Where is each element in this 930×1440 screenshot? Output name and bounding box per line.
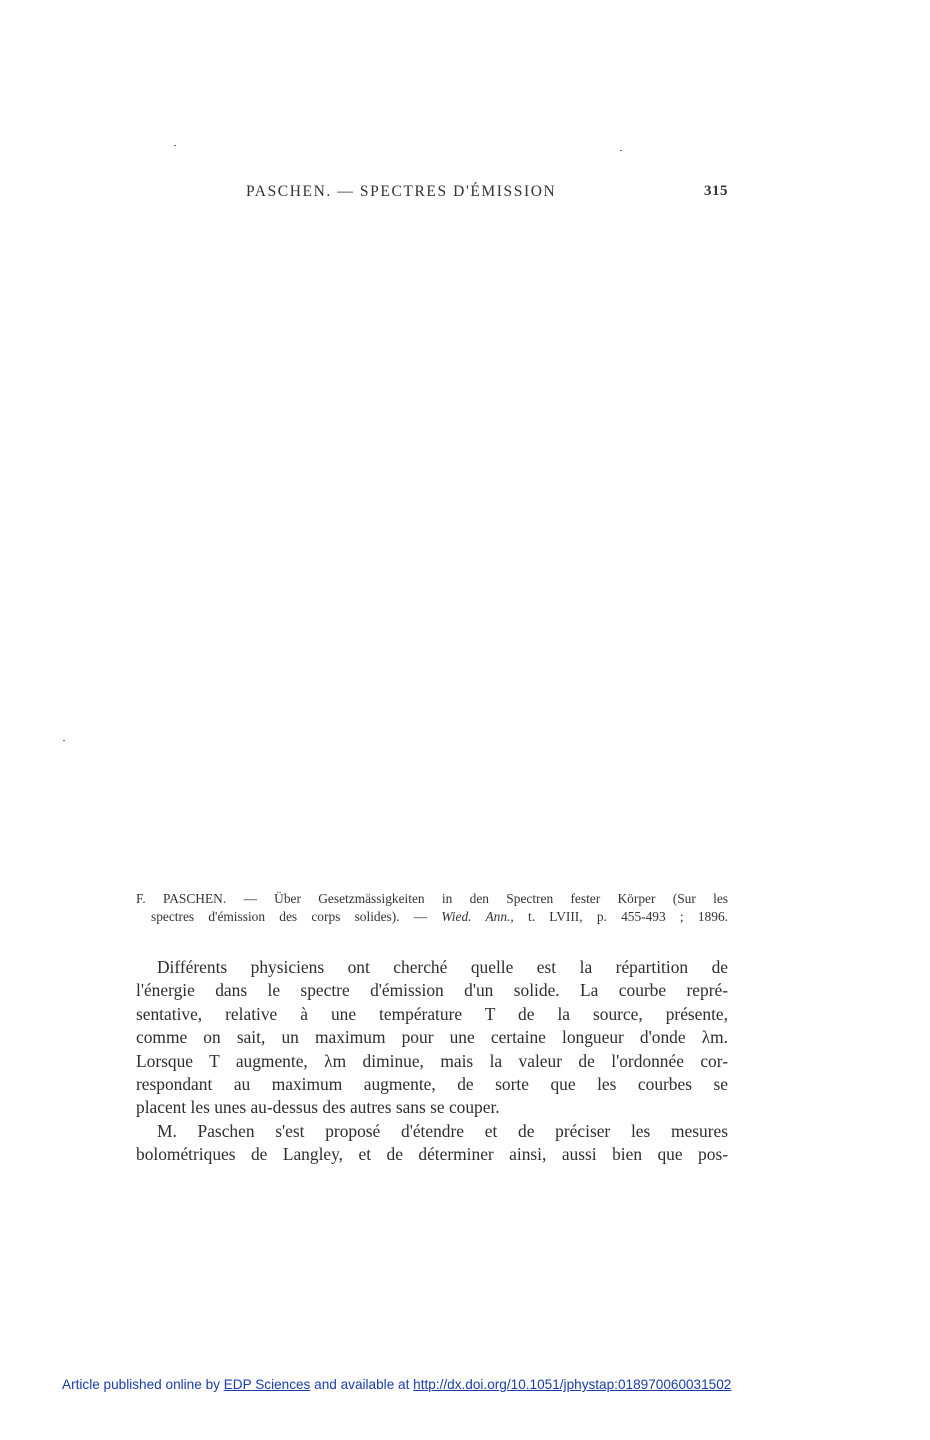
running-head <box>246 183 728 205</box>
reference-line: F. PASCHEN. — Über Gesetzmässigkeiten in den Spectren fester Körper (Sur les <box>136 891 728 906</box>
reference-text: spectres d'émission des corps solides). — <box>151 909 442 924</box>
body-line: comme on sait, un maximum pour une certaine longueur d'onde λm. <box>136 1027 728 1048</box>
scan-speck <box>63 740 65 741</box>
running-head-title: PASCHEN. — SPECTRES D'ÉMISSION <box>246 183 557 200</box>
scan-speck <box>174 145 176 146</box>
body-line: respondant au maximum augmente, de sorte que les courbes se <box>136 1073 728 1094</box>
footer-text: and available at <box>310 1377 414 1392</box>
reference-text: , t. LVIII, p. 455-493 ; 1896. <box>510 909 728 924</box>
doi-link[interactable]: http://dx.doi.org/10.1051/jphystap:018970060031502 <box>413 1377 732 1392</box>
publisher-link[interactable]: EDP Sciences <box>223 1377 311 1392</box>
reference-line <box>136 908 728 926</box>
body-line: Lorsque T augmente, λm diminue, mais la valeur de l'ordonnée cor- <box>136 1050 728 1071</box>
footer-text: Article published online by <box>62 1377 224 1392</box>
body-line: placent les unes au-dessus des autres sans se couper. <box>136 1097 500 1118</box>
body-line: l'énergie dans le spectre d'émission d'un solide. La courbe repré- <box>136 980 728 1001</box>
body-line: Différents physiciens ont cherché quelle est la répartition de <box>157 957 728 977</box>
body-line: M. Paschen s'est proposé d'étendre et de préciser les mesures <box>157 1120 728 1141</box>
page-number: 315 <box>704 183 728 199</box>
journal-name: Wied. Ann. <box>441 909 511 924</box>
article-body <box>136 956 728 1167</box>
body-line: sentative, relative à une température T de la source, présente, <box>136 1003 728 1024</box>
scan-speck <box>620 150 622 151</box>
body-line: bolométriques de Langley, et de déterminer ainsi, aussi bien que pos- <box>136 1144 728 1165</box>
publication-footer <box>62 1377 731 1392</box>
bibliographic-reference <box>136 890 728 926</box>
